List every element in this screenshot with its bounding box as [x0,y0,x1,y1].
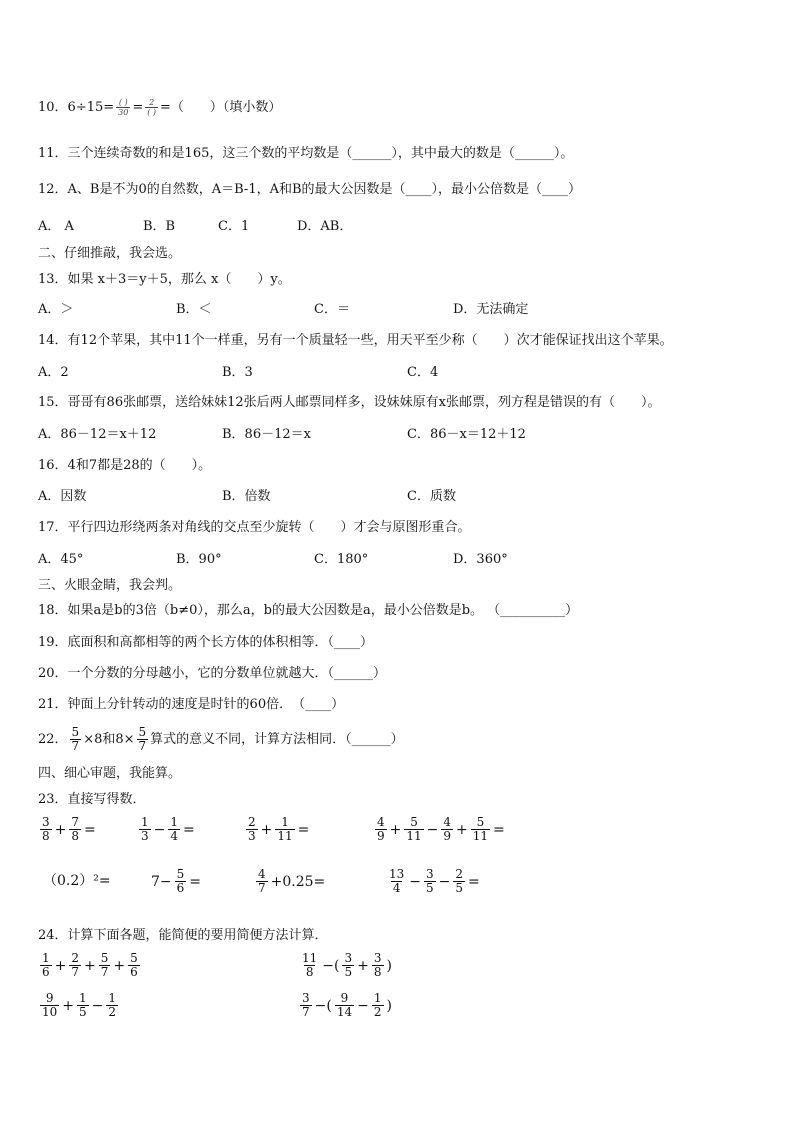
q23-expr-6 [150,868,202,895]
operator: = [183,821,195,838]
fraction: $\frac{3}{7}$ [302,991,310,1019]
fraction: $\frac{4}{7}$ [258,867,266,895]
q10-lead: 10．6÷15= [38,100,115,115]
fraction: $\frac{1}{2}$ [108,991,117,1019]
fraction: $\frac{5}{11}$ [472,815,489,843]
operator: = [189,873,202,890]
q16-option-c: C．质数 [407,489,456,504]
question-10: 10．6÷15= $\frac{( )}{30}$ = $\frac{2}{( )}$ =（ ）（填小数） [38,98,282,117]
fraction: $\frac{2}{5}$ [455,867,464,895]
fraction: $\frac{1}{6}$ [42,951,50,979]
q23-expr-8 [385,868,481,895]
operator: + [54,821,67,838]
operator: + [357,957,369,974]
q22-fraction-a: $\frac{5}{7}$ [71,725,80,753]
operator: − [91,997,104,1014]
operator: +0.25= [270,873,326,890]
question-15: 15．哥哥有86张邮票，送给妹妹12张后两人邮票同样多，设妹妹原有x张邮票，列方程是错误的有（ ）。 [38,395,661,410]
operator: = [84,821,96,838]
q23-expr-3 [244,816,310,843]
section-4-heading: 四、细心审题，我能算。 [38,766,182,781]
operator: + [62,997,75,1014]
operator: −( [314,997,332,1014]
q14-option-b: B．3 [222,365,253,380]
fraction: $\frac{5}{6}$ [130,951,138,979]
q10-tail: =（ ）（填小数） [160,100,282,115]
q17-option-b: B．90° [176,552,222,567]
operator: + [456,821,468,838]
q22-fraction-b: $\frac{5}{7}$ [138,725,147,753]
fraction: $\frac{5}{6}$ [176,867,185,895]
question-16: 16．4和7都是28的（ ）。 [38,458,212,473]
operator: − [438,873,451,890]
fraction: $\frac{1}{5}$ [79,991,87,1019]
fraction: $\frac{4}{9}$ [443,815,452,843]
q15-option-a: A．86－12＝x＋12 [38,427,157,442]
q12-option-d: D．AB． [297,219,353,234]
q12-option-b: B．B [143,219,176,234]
fraction: $\frac{11}{8}$ [302,951,318,979]
question-21: 21．钟面上分针转动的速度是时针的60倍． （____） [38,697,345,712]
question-22: 22． $\frac{5}{7}$ ×8和8× $\frac{5}{7}$ 算式的意义不同，计算方法相同．（______） [38,725,404,753]
q14-option-c: C．4 [407,365,439,380]
operator: （0.2）²= [43,873,111,889]
fraction: $\frac{1}{2}$ [373,991,382,1019]
operator: 7− [151,873,172,890]
operator: − [357,997,369,1014]
q24-expr-3 [38,992,120,1019]
q23-expr-4 [373,816,506,843]
operator: + [54,957,67,974]
q23-expr-5 [42,870,112,890]
operator: − [153,821,166,838]
fraction: $\frac{1}{3}$ [141,815,149,843]
fraction: $\frac{13}{4}$ [389,867,405,895]
q13-option-b: B．＜ [176,302,212,317]
fraction: $\frac{7}{8}$ [71,815,80,843]
operator: ) [386,957,392,974]
question-12: 12．A、B是不为0的自然数，A＝B-1，A和B的最大公因数是（____），最小公倍数是（____） [38,182,582,197]
operator: + [84,957,96,974]
q23-expr-1 [38,816,97,843]
q14-option-a: A．2 [38,365,69,380]
fraction: $\frac{3}{8}$ [42,815,50,843]
q16-option-b: B．倍数 [222,489,271,504]
operator: − [409,873,422,890]
operator: + [113,957,126,974]
q17-option-c: C．180° [314,552,369,567]
fraction: $\frac{5}{7}$ [100,951,109,979]
operator: + [260,821,273,838]
q24-expr-4 [298,992,393,1019]
fraction: $\frac{1}{11}$ [277,815,293,843]
question-18: 18．如果a是b的3倍（b≠0），那么a，b的最大公因数是a，最小公倍数是b。 （__________） [38,603,579,618]
section-2-heading: 二、仔细推敲，我会选。 [38,246,182,261]
question-11: 11．三个连续奇数的和是165，这三个数的平均数是（______），其中最大的数是（______）。 [38,146,574,161]
operator: = [493,821,505,838]
q16-option-a: A．因数 [38,489,87,504]
fraction: $\frac{3}{5}$ [344,951,353,979]
q10-fraction-2: $\frac{2}{( )}$ [147,98,157,117]
fraction: $\frac{4}{9}$ [377,815,385,843]
operator: = [468,873,480,890]
question-20: 20．一个分数的分母越小，它的分数单位就越大．（______） [38,666,387,681]
q24-title: 24．计算下面各题，能简便的要用简便方法计算． [38,928,328,943]
operator: −( [322,957,340,974]
q13-option-d: D．无法确定 [453,302,529,317]
q17-option-a: A．45° [38,552,84,567]
question-13: 13．如果 x＋3＝y＋5，那么 x（ ）y。 [38,272,291,287]
q23-expr-2 [137,816,196,843]
question-14: 14．有12个苹果，其中11个一样重，另有一个质量轻一些，用天平至少称（ ）次才能保证找出这个苹果。 [38,333,673,348]
fraction: $\frac{3}{8}$ [373,951,382,979]
question-19: 19．底面积和高都相等的两个长方体的体积相等．（____） [38,635,374,650]
q24-expr-1 [38,952,142,979]
q24-expr-2 [298,952,393,979]
q10-fraction-1: $\frac{( )}{30}$ [118,98,129,117]
fraction: $\frac{3}{5}$ [426,867,434,895]
fraction: $\frac{1}{4}$ [170,815,179,843]
operator: = [297,821,310,838]
q23-expr-7 [254,868,326,895]
fraction: $\frac{2}{7}$ [71,951,80,979]
operator: ) [386,997,392,1014]
fraction: $\frac{2}{3}$ [248,815,256,843]
fraction: $\frac{5}{11}$ [406,815,422,843]
operator: − [426,821,439,838]
q15-option-b: B．86－12＝x [222,427,311,442]
q12-option-a: A． A [38,219,74,234]
q17-option-d: D．360° [453,552,508,567]
fraction: $\frac{9}{14}$ [336,991,353,1019]
q12-option-c: C．1 [218,219,250,234]
section-3-heading: 三、火眼金睛，我会判。 [38,578,182,593]
question-17: 17．平行四边形绕两条对角线的交点至少旋转（ ）才会与原图形重合。 [38,520,471,535]
fraction: $\frac{9}{10}$ [42,991,58,1019]
q13-option-a: A．＞ [38,302,74,317]
q23-title: 23．直接写得数． [38,792,146,807]
q15-option-c: C．86－x＝12＋12 [407,427,526,442]
q13-option-c: C．＝ [314,302,350,317]
operator: + [389,821,402,838]
